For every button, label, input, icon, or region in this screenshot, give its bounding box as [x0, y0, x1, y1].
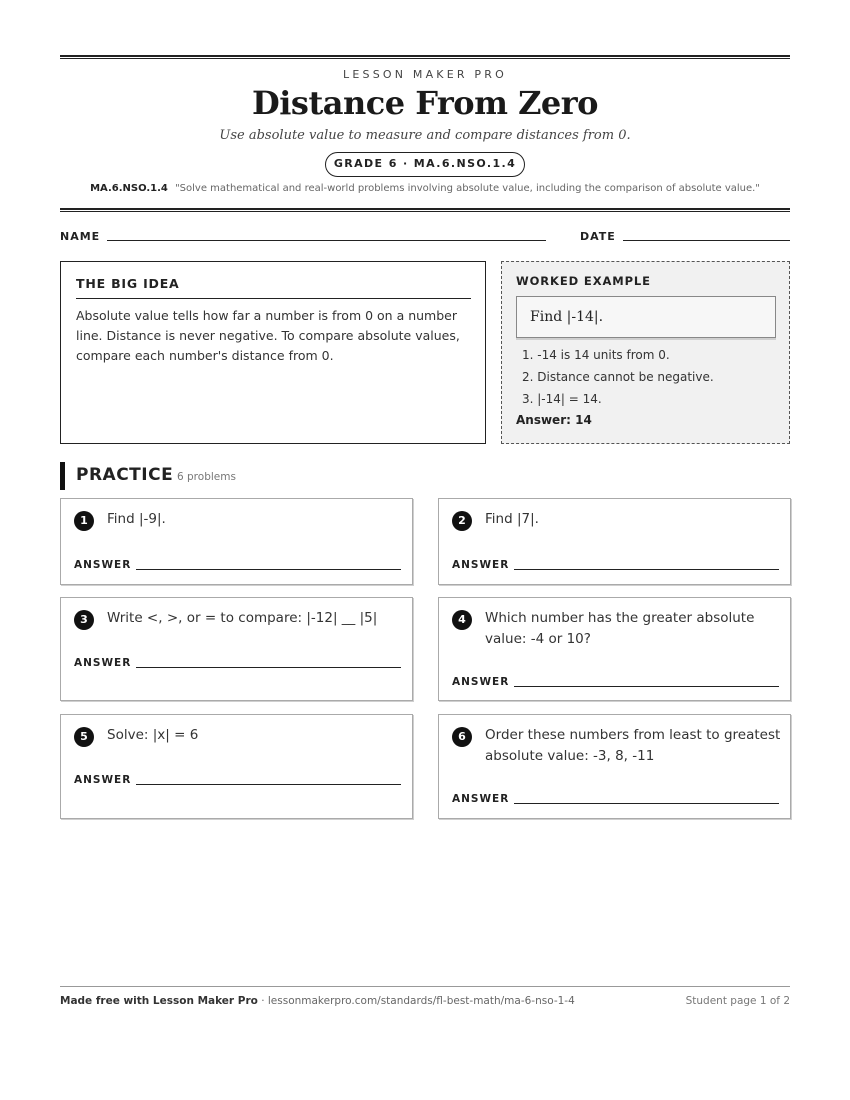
footer-url-link[interactable]: · lessonmakerpro.com/standards/fl-best-math/ma-6-nso-1-4 — [257, 995, 575, 1007]
worksheet-subtitle: Use absolute value to measure and compare distances from 0. — [219, 128, 631, 143]
answer-label: ANSWER — [452, 793, 510, 805]
worksheet-page — [60, 0, 790, 1100]
answer-label: ANSWER — [74, 774, 132, 786]
worked-example-steps — [522, 344, 714, 410]
answer-field[interactable] — [514, 686, 779, 687]
date-field[interactable] — [623, 240, 790, 241]
answer-field[interactable] — [136, 784, 401, 785]
answer-label: ANSWER — [452, 676, 510, 688]
problem-question: Find |-9|. — [107, 511, 166, 527]
practice-problem-5 — [60, 714, 413, 819]
standard-code: MA.6.NSO.1.4 — [90, 183, 168, 194]
date-label: DATE — [580, 230, 616, 243]
practice-problem-6 — [438, 714, 791, 819]
answer-field[interactable] — [514, 803, 779, 804]
answer-field[interactable] — [136, 569, 401, 570]
worked-example-step: 1. -14 is 14 units from 0. — [522, 348, 670, 362]
answer-label: ANSWER — [452, 559, 510, 571]
problem-question: Solve: |x| = 6 — [107, 727, 199, 743]
problem-question: Which number has the greater absolute value: -4 or 10? — [485, 610, 755, 647]
practice-problem-3 — [60, 597, 413, 701]
problem-number-badge: 6 — [452, 727, 472, 747]
worksheet-title: Distance From Zero — [252, 84, 598, 122]
name-field[interactable] — [107, 240, 546, 241]
footer-page-number: Student page 1 of 2 — [685, 995, 790, 1007]
standard-text: "Solve mathematical and real-world problems involving absolute value, including the comparison of absolute value." — [175, 183, 760, 194]
practice-problem-2 — [438, 498, 791, 585]
brand-label: LESSON MAKER PRO — [343, 68, 507, 81]
answer-label: ANSWER — [74, 657, 132, 669]
practice-accent-bar — [60, 462, 65, 490]
problem-question: Order these numbers from least to greatest absolute value: -3, 8, -11 — [485, 727, 781, 764]
practice-title: PRACTICE — [76, 465, 174, 485]
worked-example-step: 2. Distance cannot be negative. — [522, 370, 714, 384]
problem-number-badge: 5 — [74, 727, 94, 747]
practice-problem-1 — [60, 498, 413, 585]
practice-problem-4 — [438, 597, 791, 701]
header-bottom-rule — [60, 208, 790, 212]
worked-example-problem: Find |-14|. — [516, 296, 776, 338]
standard-line — [60, 183, 790, 194]
problem-question: Write <, >, or = to compare: |-12| __ |5| — [107, 610, 378, 626]
footer-credit — [60, 995, 575, 1007]
answer-field[interactable] — [514, 569, 779, 570]
problem-number-badge: 3 — [74, 610, 94, 630]
worked-example-step: 3. |-14| = 14. — [522, 392, 602, 406]
problem-question: Find |7|. — [485, 511, 539, 527]
worked-example-heading: WORKED EXAMPLE — [516, 274, 651, 288]
big-idea-box — [60, 261, 486, 444]
name-label: NAME — [60, 230, 101, 243]
problem-number-badge: 4 — [452, 610, 472, 630]
footer-made-with: Made free with Lesson Maker Pro — [60, 995, 258, 1007]
answer-field[interactable] — [136, 667, 401, 668]
big-idea-heading: THE BIG IDEA — [76, 276, 180, 291]
practice-count: 6 problems — [177, 471, 236, 483]
problem-number-badge: 1 — [74, 511, 94, 531]
grade-badge: GRADE 6 · MA.6.NSO.1.4 — [325, 152, 525, 177]
footer-divider — [60, 986, 790, 987]
big-idea-divider — [76, 298, 471, 299]
answer-label: ANSWER — [74, 559, 132, 571]
worked-example-box — [501, 261, 790, 444]
big-idea-text: Absolute value tells how far a number is from 0 on a number line. Distance is never negative. To compare absolute values, compare each number's distance from 0. — [76, 308, 460, 363]
problem-number-badge: 2 — [452, 511, 472, 531]
worked-example-answer: Answer: 14 — [516, 413, 592, 427]
header-top-rule — [60, 55, 790, 59]
